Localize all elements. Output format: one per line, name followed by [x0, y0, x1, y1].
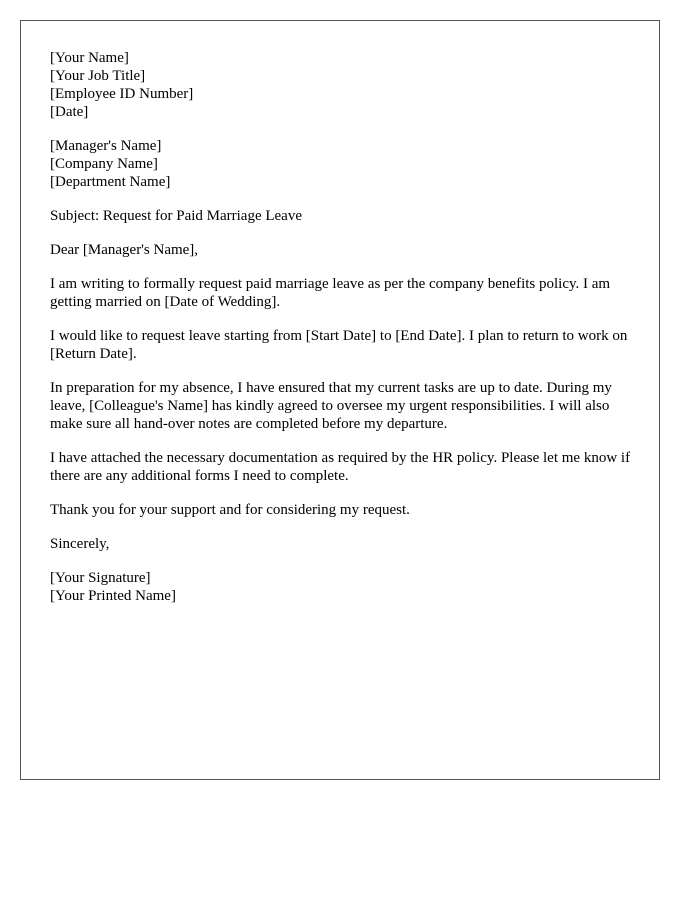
letter-date: [Date] — [50, 104, 89, 120]
recipient-manager-name: [Manager's Name] — [50, 138, 162, 154]
letter-page — [20, 20, 660, 780]
sender-name: [Your Name] — [50, 50, 129, 66]
paragraph-request: I am writing to formally request paid marriage leave as per the company benefits policy. I am getting married on [Date of Wedding]. — [50, 276, 611, 310]
recipient-department-name: [Department Name] — [50, 174, 171, 190]
paragraph-documentation: I have attached the necessary documentation as required by the HR policy. Please let me know if there are any additional forms I need to complete. — [50, 450, 631, 484]
paragraph-handover: In preparation for my absence, I have ensured that my current tasks are up to date. During my leave, [Colleague's Name] has kindly agreed to oversee my urgent responsibilities. I will also make sure all hand-over notes are completed before my departure. — [50, 380, 612, 432]
paragraph-dates: I would like to request leave starting from [Start Date] to [End Date]. I plan to return to work on [Return Date]. — [50, 328, 628, 362]
letter-content — [50, 49, 632, 605]
sender-block — [50, 49, 632, 121]
paragraph-thanks: Thank you for your support and for considering my request. — [50, 502, 410, 518]
sender-employee-id: [Employee ID Number] — [50, 86, 194, 102]
signature-block — [50, 569, 632, 605]
salutation: Dear [Manager's Name], — [50, 242, 199, 258]
recipient-block — [50, 137, 632, 191]
subject-line: Subject: Request for Paid Marriage Leave — [50, 208, 302, 224]
recipient-company-name: [Company Name] — [50, 156, 158, 172]
printed-name: [Your Printed Name] — [50, 588, 176, 604]
signature-line: [Your Signature] — [50, 570, 151, 586]
sender-job-title: [Your Job Title] — [50, 68, 146, 84]
closing: Sincerely, — [50, 536, 110, 552]
